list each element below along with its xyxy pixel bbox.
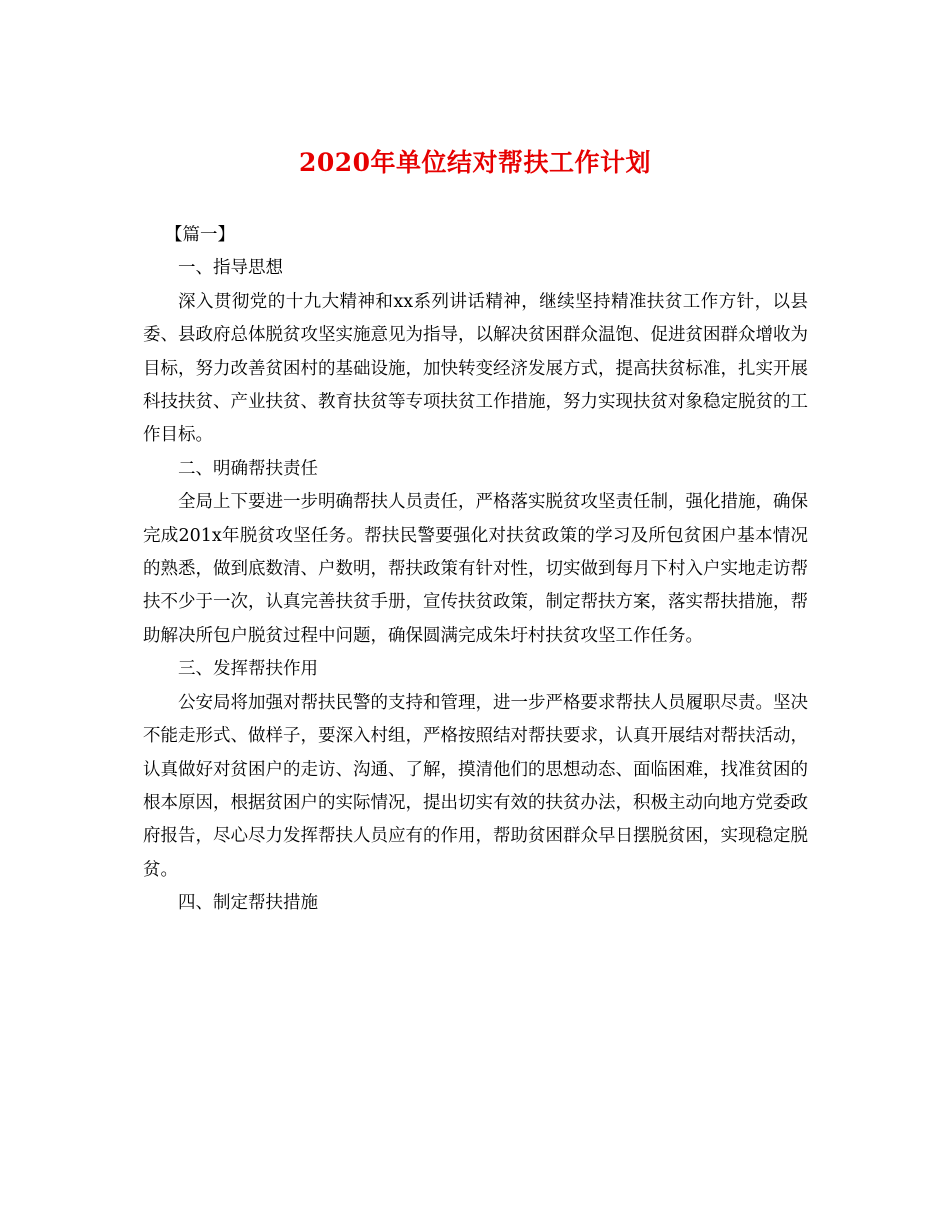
section-heading: 一、指导思想 [178, 258, 283, 279]
body-paragraph: 深入贯彻党的十九大精神和xx系列讲话精神，继续坚持精准扶贫工作方针，以县委、县政府总体脱贫攻坚实施意见为指导，以解决贫困群众温饱、促进贫困群众增收为目标，努力改善贫困村的基础设施，加快转变经济发展方式，提高扶贫标准，扎实开展科技扶贫、产业扶贫、教育扶贫等专项扶贫工作措施，努力实现扶贫对象稳定脱贫的工作目标。 [143, 291, 808, 446]
section-label: 【篇一】 [165, 225, 235, 245]
body-paragraph: 公安局将加强对帮扶民警的支持和管理，进一步严格要求帮扶人员履职尽责。坚决不能走形式、做样子，要深入村组，严格按照结对帮扶要求，认真开展结对帮扶活动，认真做好对贫困户的走访、沟通、了解，摸清他们的思想动态、面临困难，找准贫困的根本原因，根据贫困户的实际情况，提出切实有效的扶贫办法，积极主动向地方党委政府报告，尽心尽力发挥帮扶人员应有的作用，帮助贫困群众早日摆脱贫困，实现稳定脱贫。 [143, 692, 808, 880]
body-paragraph: 全局上下要进一步明确帮扶人员责任，严格落实脱贫攻坚责任制，强化措施，确保完成201x年脱贫攻坚任务。帮扶民警要强化对扶贫政策的学习及所包贫困户基本情况的熟悉，做到底数清、户数明，帮扶政策有针对性，切实做到每月下村入户实地走访帮扶不少于一次，认真完善扶贫手册，宣传扶贫政策，制定帮扶方案，落实帮扶措施，帮助解决所包户脱贫过程中问题，确保圆满完成朱圩村扶贫攻坚工作任务。 [143, 492, 808, 646]
document-title: 2020年单位结对帮扶工作计划 [298, 148, 652, 177]
section-heading: 四、制定帮扶措施 [178, 893, 318, 914]
document-body [143, 219, 808, 921]
section-heading: 二、明确帮扶责任 [178, 458, 318, 479]
section-heading: 三、发挥帮扶作用 [178, 659, 318, 680]
